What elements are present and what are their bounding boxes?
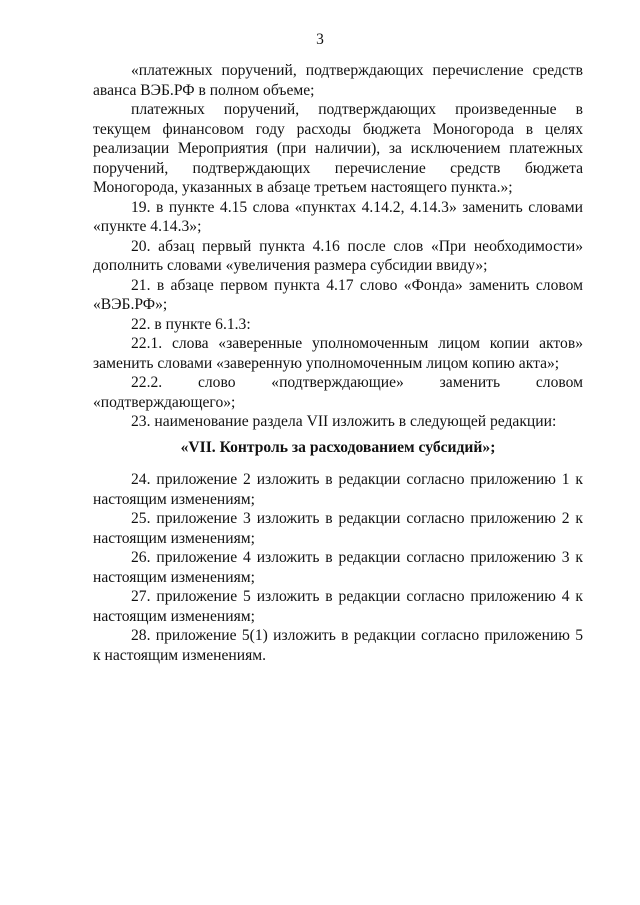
paragraph-item-24: 24. приложение 2 изложить в редакции согласно приложению 1 к настоящим изменениям; [93,471,583,508]
paragraph-item-20: 20. абзац первый пункта 4.16 после слов «При необходимости» дополнить словами «увеличения размера субсидии ввиду»; [93,237,583,274]
paragraph-item-25: 25. приложение 3 изложить в редакции согласно приложению 2 к настоящим изменениям; [93,510,583,547]
paragraph-item-22-2: 22.2. слово «подтверждающие» заменить словом «подтверждающего»; [93,374,583,411]
paragraph-payment-orders-advance: «платежных поручений, подтверждающих перечисление средств аванса ВЭБ.РФ в полном объеме; [93,62,583,99]
page-number: 3 [316,31,324,48]
paragraph-payment-orders-expenses: платежных поручений, подтверждающих произведенные в текущем финансовом году расходы бюджета Моногорода в целях реализации Мероприятия (при наличии), за исключением платежных поручений, подтверждающих перечисление средств бюджета Моногорода, указанных в абзаце третьем настоящего пункта.»; [93,101,583,196]
paragraph-item-27: 27. приложение 5 изложить в редакции согласно приложению 4 к настоящим изменениям; [93,588,583,625]
document-body [93,61,583,665]
paragraph-item-26: 26. приложение 4 изложить в редакции согласно приложению 3 к настоящим изменениям; [93,549,583,586]
paragraph-item-21: 21. в абзаце первом пункта 4.17 слово «Фонда» заменить словом «ВЭБ.РФ»; [93,276,583,313]
paragraph-item-28: 28. приложение 5(1) изложить в редакции согласно приложению 5 к настоящим изменениям. [93,627,583,664]
section-heading: «VII. Контроль за расходованием субсидий»; [180,438,496,456]
paragraph-item-22: 22. в пункте 6.1.3: [131,315,251,333]
paragraph-item-22-1: 22.1. слова «заверенные уполномоченным лицом копии актов» заменить словами «заверенную уполномоченным лицом копию акта»; [93,335,583,372]
paragraph-item-19: 19. в пункте 4.15 слова «пунктах 4.14.2, 4.14.3» заменить словами «пункте 4.14.3»; [93,198,583,235]
paragraph-item-23: 23. наименование раздела VII изложить в следующей редакции: [131,413,557,430]
